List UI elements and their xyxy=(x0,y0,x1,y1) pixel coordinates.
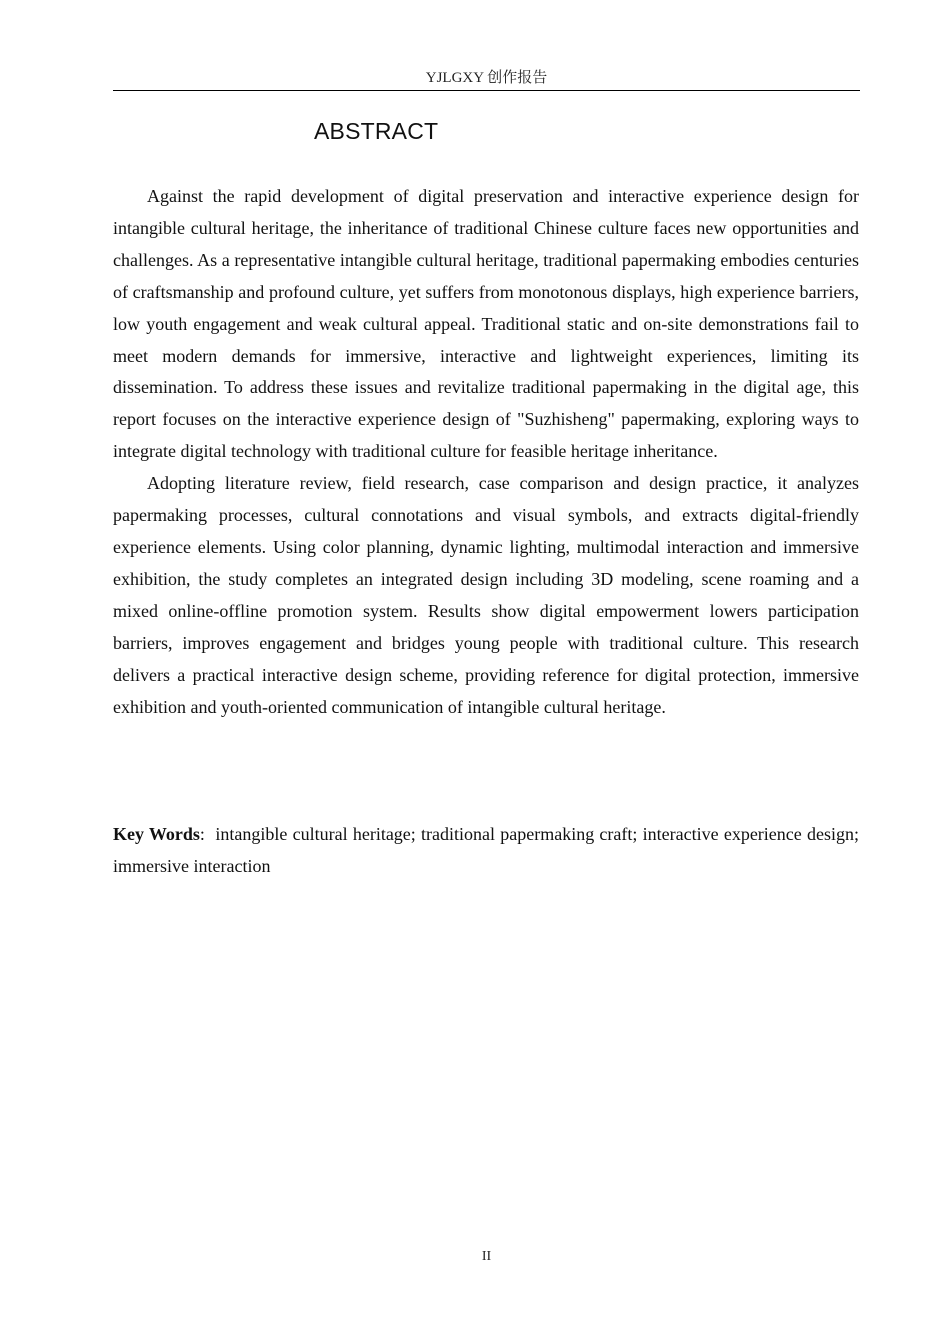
page-number: II xyxy=(481,1249,492,1264)
abstract-body xyxy=(113,181,859,723)
running-header: YJLGXY 创作报告 xyxy=(425,70,548,86)
keywords xyxy=(113,819,859,883)
keywords-text: intangible cultural heritage; traditional papermaking craft; interactive experience design; immersive interaction xyxy=(113,824,859,876)
abstract-paragraph: Adopting literature review, field research, case comparison and design practice, it analyzes papermaking processes, cultural connotations and visual symbols, and extracts digital-friendly experience elements. Using color planning, dynamic lighting, multimodal interaction and immersive exhibition, the study completes an integrated design including 3D modeling, scene roaming and a mixed online-offline promotion system. Results show digital empowerment lowers participation barriers, improves engagement and bridges young people with traditional culture. This research delivers a practical interactive design scheme, providing reference for digital protection, immersive exhibition and youth-oriented communication of intangible cultural heritage. xyxy=(113,473,859,717)
keywords-label: Key Words xyxy=(113,824,200,844)
abstract-paragraph: Against the rapid development of digital preservation and interactive experience design for intangible cultural heritage, the inheritance of traditional Chinese culture faces new opportunities and challenges. As a representative intangible cultural heritage, traditional papermaking embodies centuries of craftsmanship and profound culture, yet suffers from monotonous displays, high experience barriers, low youth engagement and weak cultural appeal. Traditional static and on-site demonstrations fail to meet modern demands for immersive, interactive and lightweight experiences, limiting its dissemination. To address these issues and revitalize traditional papermaking in the digital age, this report focuses on the interactive experience design of "Suzhisheng" papermaking, exploring ways to integrate digital technology with traditional culture for feasible heritage inheritance. xyxy=(113,186,859,462)
abstract-title: ABSTRACT xyxy=(314,118,439,144)
keywords-separator: : xyxy=(199,824,205,844)
header-rule xyxy=(113,90,860,91)
